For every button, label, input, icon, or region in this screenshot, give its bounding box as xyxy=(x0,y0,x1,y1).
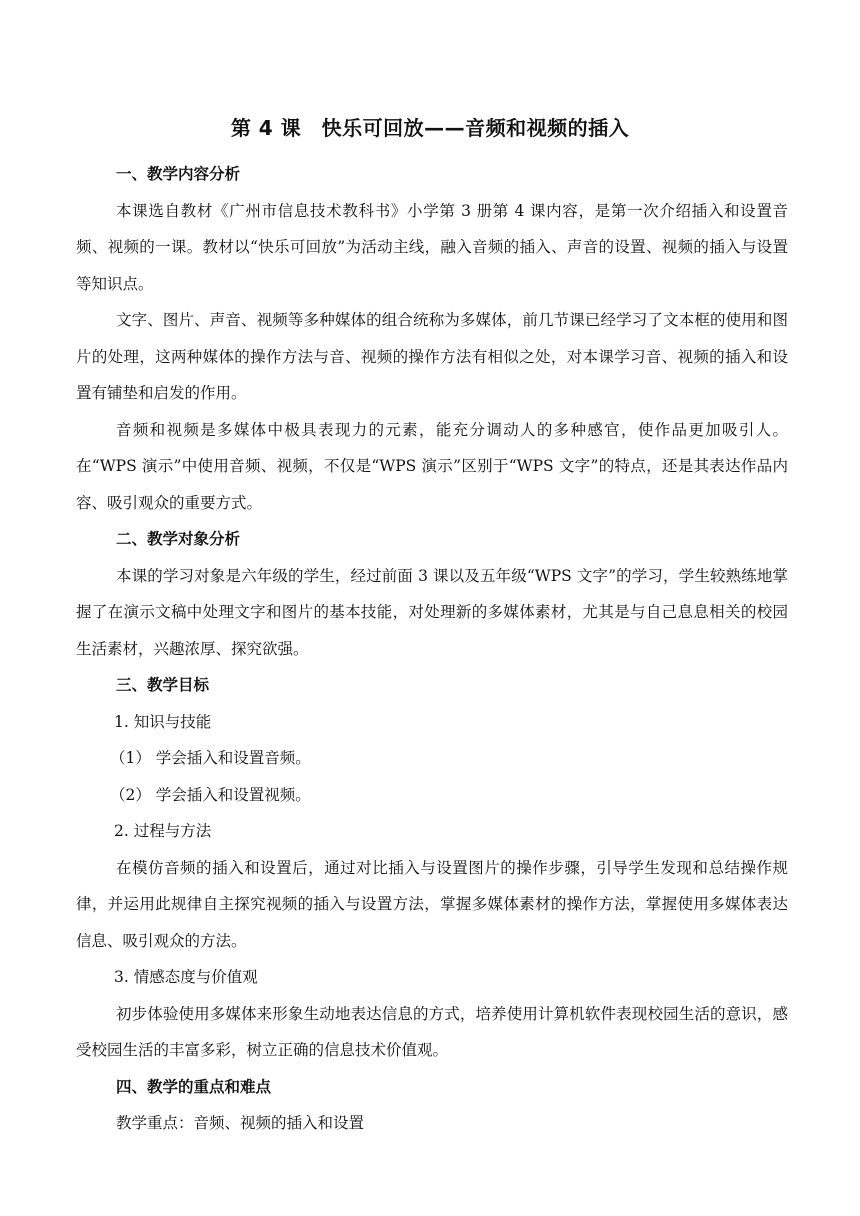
paragraph: 本课选自教材《广州市信息技术教科书》小学第 3 册第 4 课内容，是第一次介绍插入和设置音频、视频的一课。教材以“快乐可回放”为活动主线，融入音频的插入、声音的设置、视频的插入与设置等知识点。 xyxy=(76,201,788,293)
goal-item-process-method: 2. 过程与方法 xyxy=(114,822,212,840)
section-heading-key-points: 四、教学的重点和难点 xyxy=(116,1077,272,1096)
paragraph: 在模仿音频的插入和设置后，通过对比插入与设置图片的操作步骤，引导学生发现和总结操作规律，并运用此规律自主探究视频的插入与设置方法，掌握多媒体素材的操作方法，掌握使用多媒体表达信息、吸引观众的方法。 xyxy=(76,858,788,950)
goal-subitem: （2） 学会插入和设置视频。 xyxy=(110,785,311,804)
document-body xyxy=(76,156,788,1142)
paragraph: 本课的学习对象是六年级的学生，经过前面 3 课以及五年级“WPS 文字”的学习，学生较熟练地掌握了在演示文稿中处理文字和图片的基本技能，对处理新的多媒体素材，尤其是与自己息息相关的校园生活素材，兴趣浓厚、探究欲强。 xyxy=(76,566,788,658)
goal-item-attitude-values: 3. 情感态度与价值观 xyxy=(114,968,258,986)
paragraph: 初步体验使用多媒体来形象生动地表达信息的方式，培养使用计算机软件表现校园生活的意识，感受校园生活的丰富多彩，树立正确的信息技术价值观。 xyxy=(76,1004,788,1059)
section-heading-learner-analysis: 二、教学对象分析 xyxy=(116,530,241,548)
paragraph: 教学重点：音频、视频的插入和设置 xyxy=(116,1114,365,1132)
section-heading-teaching-goals: 三、教学目标 xyxy=(116,676,210,694)
document-title: 第 4 课 快乐可回放——音频和视频的插入 xyxy=(230,116,630,140)
paragraph: 文字、图片、声音、视频等多种媒体的组合统称为多媒体，前几节课已经学习了文本框的使用和图片的处理，这两种媒体的操作方法与音、视频的操作方法有相似之处，对本课学习音、视频的插入和设置有铺垫和启发的作用。 xyxy=(76,311,788,402)
goal-item-knowledge-skills: 1. 知识与技能 xyxy=(114,712,212,731)
goal-subitem: （1） 学会插入和设置音频。 xyxy=(110,749,311,767)
section-heading-content-analysis: 一、教学内容分析 xyxy=(116,165,241,183)
paragraph: 音频和视频是多媒体中极具表现力的元素，能充分调动人的多种感官，使作品更加吸引人。在“WPS 演示”中使用音频、视频，不仅是“WPS 演示”区别于“WPS 文字”的特点，还是其表达作品内容、吸引观众的重要方式。 xyxy=(76,420,788,512)
